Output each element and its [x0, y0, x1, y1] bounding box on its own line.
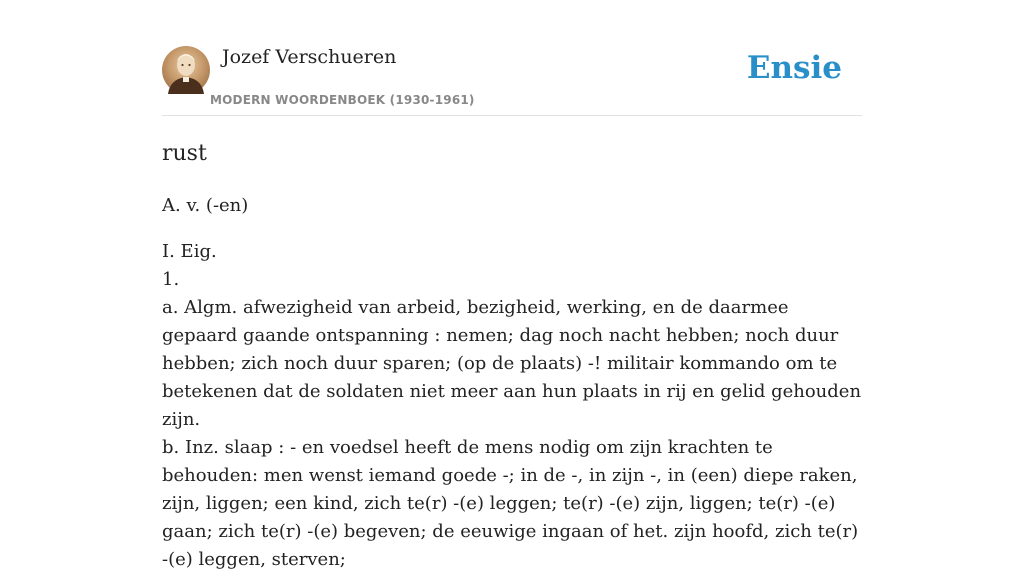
avatar[interactable] — [162, 46, 210, 94]
brand-logo[interactable]: Ensie — [746, 50, 842, 86]
definition-line: 1. — [162, 269, 180, 290]
entry-definition — [162, 238, 862, 574]
definition-line: b. Inz. slaap : - en voedsel heeft de mens nodig om zijn krachten te behouden: men wenst iemand goede -; in de -, in zijn -, in (een) diepe raken, zijn, liggen; een kind, zich te(r) -(e) leggen; te(r) -(e) zijn, liggen; te(r) -(e) gaan; zich te(r) -(e) begeven; de eeuwige ingaan of het. zijn hoofd, zich te(r) -(e) leggen, sterven; — [162, 437, 859, 570]
definition-line: a. Algm. afwezigheid van arbeid, bezigheid, werking, en de daarmee gepaard gaande ontspanning : nemen; dag noch nacht hebben; noch duur hebben; zich noch duur sparen; (op de plaats) -! militair kommando om te betekenen dat de soldaten niet meer aan hun plaats in rij en gelid gehouden zijn. — [162, 297, 862, 430]
entry-content — [162, 136, 862, 574]
portrait-icon — [162, 46, 210, 94]
header — [162, 46, 862, 116]
entry-grammar: A. v. (-en) — [162, 195, 249, 216]
definition-line: I. Eig. — [162, 241, 217, 262]
source-label: MODERN WOORDENBOEK (1930-1961) — [210, 93, 475, 107]
author-name[interactable]: Jozef Verschueren — [222, 46, 397, 68]
entry-term: rust — [162, 141, 207, 166]
